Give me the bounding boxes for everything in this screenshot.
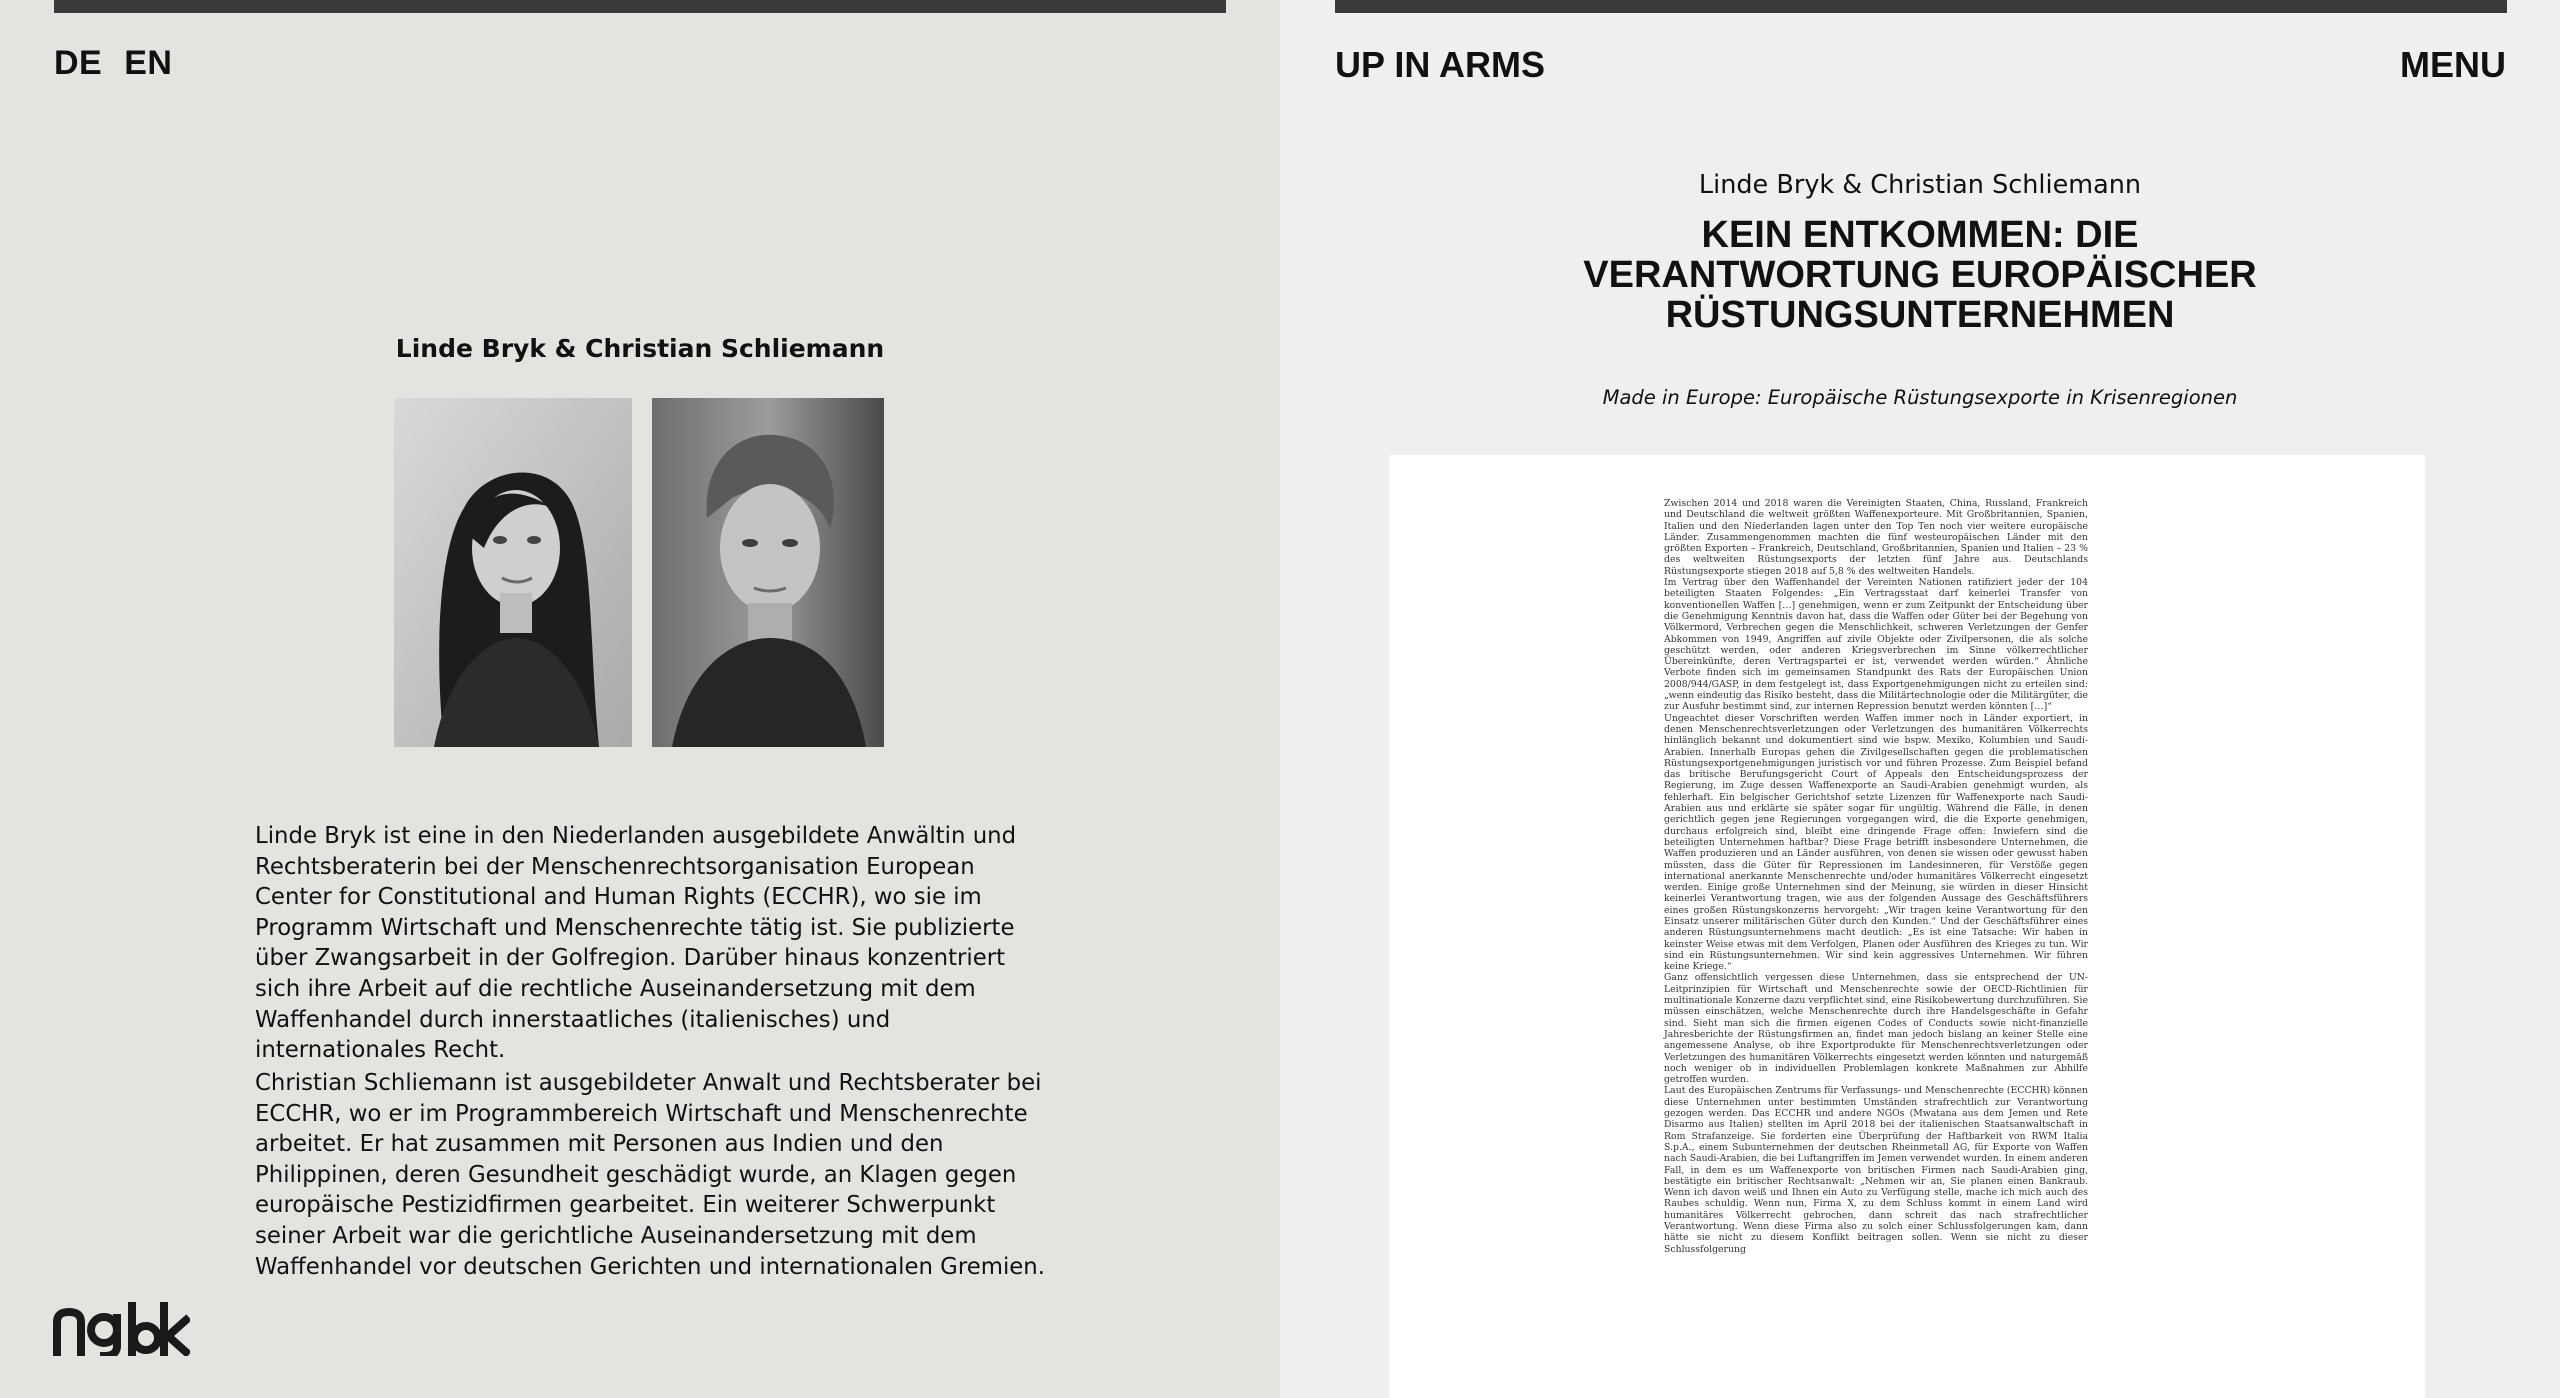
bio-christian-schliemann: Christian Schliemann ist ausgebildeter Anwalt und Rechtsberater bei ECCHR, wo er im Programmbereich Wirtschaft und Menschenrechte arbeitet. Er hat zusammen mit Personen aus Indien und den Philippinen, deren Gesundheit geschädigt wurde, an Klagen gegen europäische Pestizidfirmen gearbeitet. Ein weiterer Schwerpunkt seiner Arbeit war die gerichtliche Auseinandersetzung mit dem Waffenhandel vor deutschen Gerichten und internationalen Gremien. bbox=[255, 1070, 1045, 1280]
page-paragraph: Zwischen 2014 und 2018 waren die Vereinigten Staaten, China, Russland, Frankreich und Deutschland die weltweit größten Waffenexporteure. Mit Großbritannien, Spanien, Italien und den Niederlanden lagen unter den Top Ten noch vier weitere europäische Länder. Zusammengenommen machten die fünf westeuropäischen Länder mit den größten Exporten – Frankreich, Deutschland, Großbritannien, Spanien und Italien – 23 % des weltweiten Rüstungsexports der letzten fünf Jahre aus. Deutschlands Rüstungsexporte stiegen 2018 auf 5,8 % des weltweiten Handels. bbox=[1664, 498, 2088, 577]
page-paragraph: Im Vertrag über den Waffenhandel der Vereinten Nationen ratifiziert jeder der 104 beteiligten Staaten Folgendes: „Ein Vertragsstaat darf keinerlei Transfer von konventionellen Waffen […] genehmigen, wenn er zum Zeitpunkt der Entscheidung über die Genehmigung Kenntnis davon hat, dass die Waffen oder Güter bei der Begehung von Völkermord, Verbrechen gegen die Menschlichkeit, schweren Verletzungen der Genfer Abkommen von 1949, Angriffen auf zivile Objekte oder Zivilpersonen, die als solche geschützt werden, oder anderen Kriegsverbrechen im Sinne völkerrechtlicher Übereinkünfte, deren Vertragspartei er ist, verwendet werden würden.“ Ähnliche Verbote finden sich im gemeinsamen Standpunkt des Rats der Europäischen Union 2008/944/GASP, in dem festgelegt ist, dass Exportgenehmigungen nicht zu erteilen sind: „wenn eindeutig das Risiko besteht, dass die Militärtechnologie oder die Militärgüter, die zur Ausfuhr bestimmt sind, zur internen Repression benutzt werden könnten […]“ bbox=[1664, 577, 2088, 713]
page-paragraph: Ungeachtet dieser Vorschriften werden Waffen immer noch in Länder exportiert, in denen Menschenrechtsverletzungen oder Verletzungen des humanitären Völkerrechts hinlänglich bekannt und dokumentiert sind wie bspw. Mexiko, Kolumbien und Saudi-Arabien. Innerhalb Europas gehen die Zivilgesellschaften gegen die problematischen Rüstungsexportgenehmigungen juristisch vor und führen Prozesse. Zum Beispiel befand das britische Berufungsgericht Court of Appeals den Entscheidungsprozess der Regierung, im Zuge dessen Waffenexporte an Saudi-Arabien genehmigt wurden, als fehlerhaft. Ein belgischer Gerichtshof setzte Lizenzen für Waffenexporte nach Saudi-Arabien aus und erklärte sie später sogar für ungültig. Während die Fälle, in denen gerichtlich gegen jene Regierungen vorgegangen wird, die die Exporte genehmigen, durchaus erfolgreich sind, bleibt eine dringende Frage offen: Inwiefern sind die beteiligten Unternehmen haftbar? Diese Frage betrifft insbesondere Unternehmen, die Waffen produzieren und an Länder ausführen, von denen sie wissen oder gewusst haben müssten, dass die Güter für Repressionen im Landesinneren, für Verstöße gegen international anerkannte Menschenrechte und/oder humanitäres Völkerrecht eingesetzt werden. Einige große Unternehmen sind der Meinung, sie würden in dieser Hinsicht keinerlei Verantwortung tragen, wie aus der folgenden Aussage des Geschäftsführers eines großen Rüstungskonzerns hervorgeht: „Wir tragen keine Verantwortung für den Einsatz unserer militärischen Güter durch den Kunden.“ Und der Geschäftsführer eines anderen Rüstungsunternehmens macht deutlich: „Es ist eine Tatsache: Wir haben in keinster Weise etwas mit dem Verfolgen, Planen oder Ausführen des Krieges zu tun. Wir sind ein Rüstungsunternehmen. Wir sind kein aggressives Unternehmen. Wir führen keine Kriege.“ bbox=[1664, 712, 2088, 973]
top-bar-right bbox=[1335, 0, 2507, 13]
authors-heading: Linde Bryk & Christian Schliemann bbox=[395, 334, 885, 363]
portrait-christian-schliemann bbox=[652, 398, 884, 747]
ngbk-logo[interactable] bbox=[52, 1302, 190, 1360]
right-pane bbox=[1280, 0, 2560, 1398]
article-title: KEIN ENTKOMMEN: DIE VERANTWORTUNG EUROPÄISCHER RÜSTUNGSUNTERNEHMEN bbox=[1583, 214, 2257, 336]
menu-button[interactable]: MENU bbox=[2400, 44, 2506, 85]
article-subtitle: Made in Europe: Europäische Rüstungsexporte in Krisenregionen bbox=[1602, 386, 2238, 409]
page-paragraph: Ganz offensichtlich vergessen diese Unternehmen, dass sie entsprechend der UN-Leitprinzipien für Wirtschaft und Menschenrechte sowie der OECD-Richtlinien für multinationale Konzerne dazu verpflichtet sind, eine Risikobewertung durchzuführen. Sie müssen einschätzen, welche Menschenrechte durch ihre Handelsgeschäfte in Gefahr sind. Sieht man sich die firmen eigenen Codes of Conducts sowie nicht-finanzielle Jahresberichte der Rüstungsfirmen an, findet man jedoch bislang an keiner Stelle eine angemessene Analyse, ob ihre Exportprodukte für Menschenrechtsverletzungen oder Verletzungen des humanitären Völkerrechts eingesetzt werden könnten und naturgemäß noch weniger ob in individuellen Problemlagen konkrete Maßnahmen zur Abhilfe getroffen wurden. bbox=[1664, 972, 2088, 1086]
document-page-text bbox=[1664, 498, 2088, 1255]
article-authors: Linde Bryk & Christian Schliemann bbox=[1698, 170, 2142, 200]
document-page bbox=[1389, 455, 2425, 1398]
portrait-linde-bryk bbox=[394, 398, 632, 747]
lang-de-link[interactable]: DE bbox=[54, 44, 103, 82]
language-switcher bbox=[54, 44, 172, 83]
page-paragraph: Laut des Europäischen Zentrums für Verfassungs- und Menschenrechte (ECCHR) können diese Unternehmen unter bestimmten Umständen strafrechtlich zur Verantwortung gezogen werden. Das ECCHR und andere NGOs (Mwatana aus dem Jemen und Rete Disarmo aus Italien) stellten im April 2018 bei der italienischen Staatsanwaltschaft in Rom Strafanzeige. Sie forderten eine Überprüfung der Haftbarkeit von RWM Italia S.p.A., einem Subunternehmen der deutschen Rheinmetall AG, für Exporte von Waffen nach Saudi-Arabien, die bei Luftangriffen im Jemen verwendet wurden. In einem anderen Fall, in dem es um Waffenexporte von britischen Firmen nach Saudi-Arabien ging, bestätigte ein britischer Rechtsanwalt: „Nehmen wir an, Sie planen einen Bankraub. Wenn ich davon weiß und Ihnen ein Auto zu Verfügung stelle, mache ich mich auch des Raubes schuldig. Wenn nun, Firma X, zu dem Schluss kommt in einem Land wird humanitäres Völkerrecht gebrochen, dann schreit das nach strafrechtlicher Verantwortung. Wenn diese Firma also zu solch einer Schlussfolgerungen kam, dann hätte sie nicht zu diesem Konflikt beitragen sollen. Wenn sie nicht zu dieser Schlussfolgerung bbox=[1664, 1085, 2088, 1255]
site-title-link[interactable]: UP IN ARMS bbox=[1335, 44, 1546, 85]
bio-linde-bryk: Linde Bryk ist eine in den Niederlanden ausgebildete Anwältin und Rechtsberaterin bei der Menschenrechtsorganisation European Center for Constitutional and Human Rights (ECCHR), wo sie im Programm Wirtschaft und Menschenrechte tätig ist. Sie publizierte über Zwangsarbeit in der Golfregion. Darüber hinaus konzentriert sich ihre Arbeit auf die rechtliche Auseinandersetzung mit dem Waffenhandel durch innerstaatliches (italienisches) und internationales Recht. bbox=[255, 823, 1017, 1064]
top-bar-left bbox=[54, 0, 1226, 13]
lang-en-link[interactable]: EN bbox=[124, 44, 173, 82]
